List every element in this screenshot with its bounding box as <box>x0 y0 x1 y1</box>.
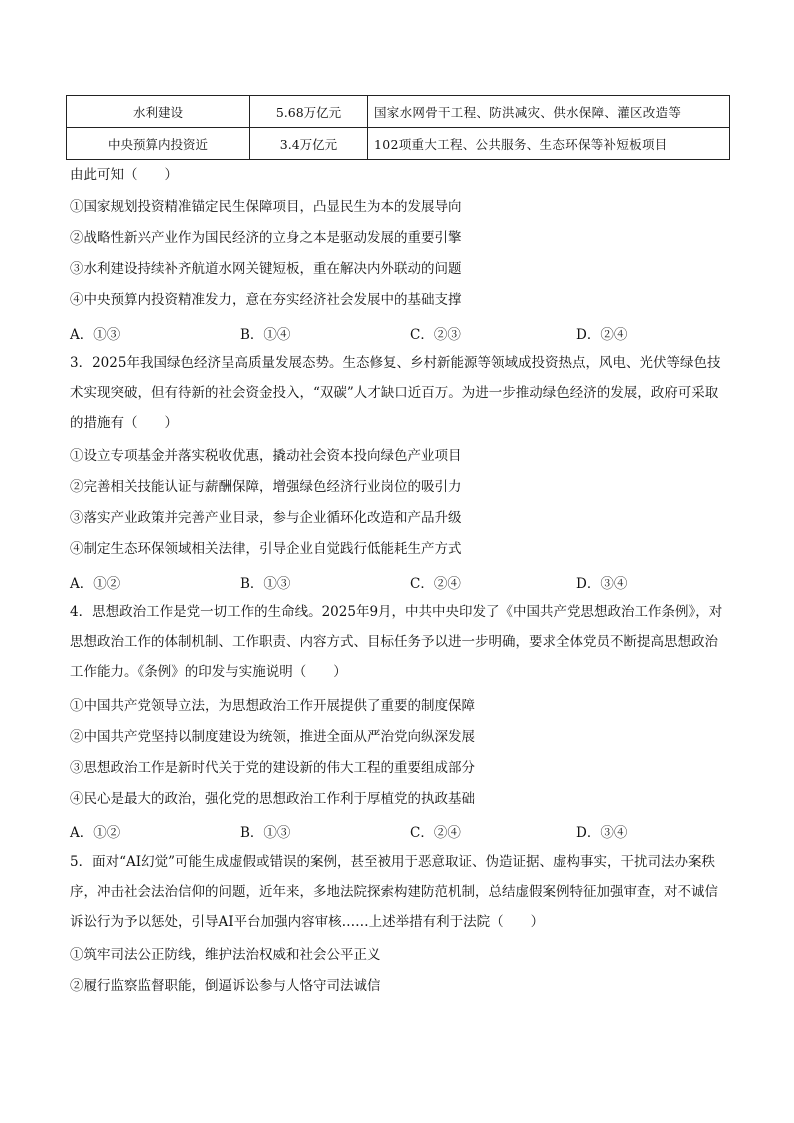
table-cell-field: 水利建设 <box>67 96 250 128</box>
q3-option-a[interactable]: A．①② <box>70 576 121 592</box>
q5-stem: 5．面对“AI幻觉”可能生成虚假或错误的案例，甚至被用于恶意取证、伪造证据、虚构事实，干扰司法办案秩序，冲击社会法治信仰的问题，近年来，多地法院探索构建防范机制，总结虚假案例特征加强审查，对不诚信诉讼行为予以惩处，引导AI平台加强内容审核……上述举措有利于法院（ ） <box>70 854 718 930</box>
q2-options <box>70 323 730 343</box>
table-row <box>67 96 730 128</box>
q3-statement: ②完善相关技能认证与薪酬保障，增强绿色经济行业岗位的吸引力 <box>70 479 462 495</box>
q4-statement: ③思想政治工作是新时代关于党的建设新的伟大工程的重要组成部分 <box>70 760 475 776</box>
q3-statement: ③落实产业政策并完善产业目录，参与企业循环化改造和产品升级 <box>70 510 462 526</box>
q3-option-b[interactable]: B．①③ <box>240 576 291 592</box>
q2-statement: ③水利建设持续补齐航道水网关键短板，重在解决内外联动的问题 <box>70 261 462 277</box>
q3-option-c[interactable]: C．②④ <box>410 576 461 592</box>
q2-statement: ①国家规划投资精准锚定民生保障项目，凸显民生为本的发展导向 <box>70 199 462 215</box>
q2-stem: 由此可知（ ） <box>70 167 178 183</box>
q2-option-a[interactable]: A．①③ <box>70 327 121 343</box>
q3-options <box>70 572 730 592</box>
q2-option-b[interactable]: B．①④ <box>240 327 291 343</box>
table-cell-amount: 5.68万亿元 <box>250 96 368 128</box>
q5-statement: ①筑牢司法公正防线，维护法治权威和社会公平正义 <box>70 947 381 963</box>
q4-option-c[interactable]: C．②④ <box>410 825 461 841</box>
q3-statement: ④制定生态环保领域相关法律，引导企业自觉践行低能耗生产方式 <box>70 541 462 557</box>
investment-table <box>66 95 730 160</box>
q4-statement: ④民心是最大的政治，强化党的思想政治工作利于厚植党的执政基础 <box>70 791 475 807</box>
q4-stem: 4．思想政治工作是党一切工作的生命线。2025年9月，中共中央印发了《中国共产党思想政治工作条例》，对思想政治工作的体制机制、工作职责、内容方式、目标任务予以进一步明确，要求全体党员不断提高思想政治工作能力。《条例》的印发与实施说明（ ） <box>70 604 723 680</box>
q3-statement: ①设立专项基金并落实税收优惠，撬动社会资本投向绿色产业项目 <box>70 448 462 464</box>
q4-option-b[interactable]: B．①③ <box>240 825 291 841</box>
q2-option-c[interactable]: C．②③ <box>410 327 461 343</box>
q4-statement: ①中国共产党领导立法，为思想政治工作开展提供了重要的制度保障 <box>70 698 475 714</box>
table-cell-focus: 国家水网骨干工程、防洪减灾、供水保障、灌区改造等 <box>368 96 730 128</box>
q4-option-a[interactable]: A．①② <box>70 825 121 841</box>
q3-stem: 3．2025年我国绿色经济呈高质量发展态势。生态修复、乡村新能源等领域成投资热点，风电、光伏等绿色技术实现突破，但有待新的社会资金投入，“双碳”人才缺口近百万。为进一步推动绿色经济的发展，政府可采取的措施有（ ） <box>70 355 721 431</box>
q2-statement: ②战略性新兴产业作为国民经济的立身之本是驱动发展的重要引擎 <box>70 230 462 246</box>
q4-statement: ②中国共产党坚持以制度建设为统领，推进全面从严治党向纵深发展 <box>70 729 475 745</box>
table-cell-amount: 3.4万亿元 <box>250 128 368 160</box>
q5-statement: ②履行监察监督职能，倒逼诉讼参与人恪守司法诚信 <box>70 978 381 994</box>
q3-option-d[interactable]: D．③④ <box>576 576 628 592</box>
q4-options <box>70 821 730 841</box>
q2-statement: ④中央预算内投资精准发力，意在夯实经济社会发展中的基础支撑 <box>70 292 462 308</box>
q2-option-d[interactable]: D．②④ <box>576 327 628 343</box>
table-cell-field: 中央预算内投资近 <box>67 128 250 160</box>
table-cell-focus: 102项重大工程、公共服务、生态环保等补短板项目 <box>368 128 730 160</box>
table-row <box>67 128 730 160</box>
q4-option-d[interactable]: D．③④ <box>576 825 628 841</box>
